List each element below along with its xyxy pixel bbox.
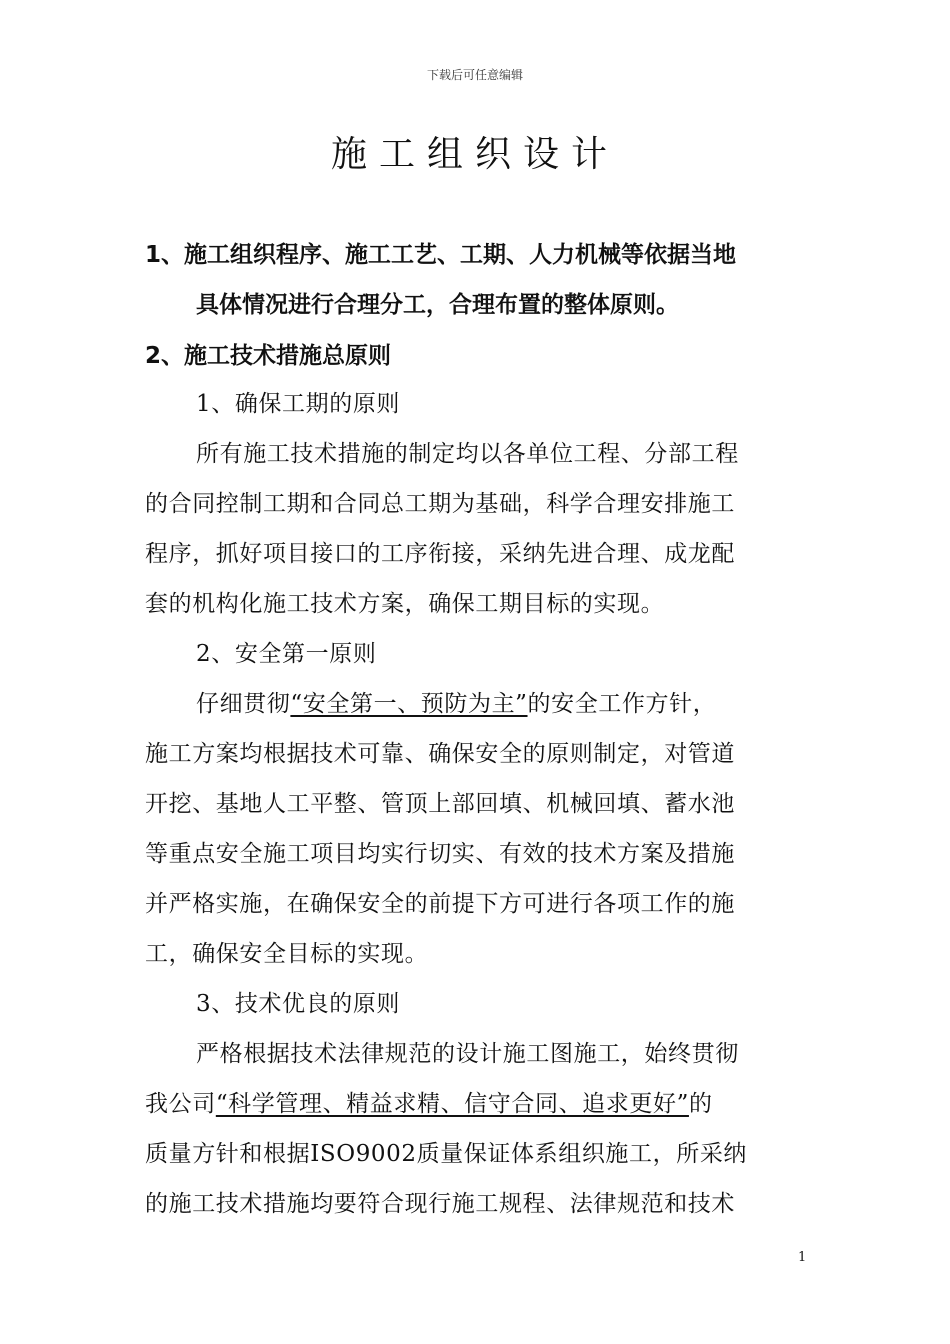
document-title: 施工组织设计 bbox=[330, 134, 619, 175]
section-3-line-1: 严格根据技术法律规范的设计施工图施工，始终贯彻 bbox=[196, 1041, 739, 1067]
quality-policy-quote: “科学管理、精益求精、信守合同、追求更好” bbox=[215, 1091, 689, 1117]
section-3-heading: 3、技术优良的原则 bbox=[196, 991, 401, 1017]
section-2-heading: 2、安全第一原则 bbox=[196, 641, 377, 667]
section-3-line: 的施工技术措施均要符合现行施工规程、法律规范和技术 bbox=[145, 1191, 735, 1217]
section-1-line: 的合同控制工期和合同总工期为基础，科学合理安排施工 bbox=[145, 491, 735, 517]
section-2-line-1 bbox=[196, 685, 716, 718]
heading-1-line-2: 具体情况进行合理分工，合理布置的整体原则。 bbox=[196, 292, 679, 318]
section-3-line: 质量方针和根据ISO9002质量保证体系组织施工，所采纳 bbox=[145, 1141, 748, 1167]
heading-2: 2、施工技术措施总原则 bbox=[145, 343, 392, 369]
section-2-line-1-pre: 仔细贯彻 bbox=[196, 691, 291, 717]
section-3-line-2-post: 的 bbox=[688, 1091, 713, 1117]
section-1-line: 所有施工技术措施的制定均以各单位工程、分部工程 bbox=[196, 441, 739, 467]
section-2-line: 施工方案均根据技术可靠、确保安全的原则制定，对管道 bbox=[145, 741, 735, 767]
section-2-line-1-post: 的安全工作方针， bbox=[527, 691, 717, 717]
safety-policy-quote: “安全第一、预防为主” bbox=[290, 691, 528, 717]
heading-1-line-1: 1、施工组织程序、施工工艺、工期、人力机械等依据当地 bbox=[145, 242, 737, 268]
section-1-line: 程序，抓好项目接口的工序衔接，采纳先进合理、成龙配 bbox=[145, 541, 735, 567]
section-2-line: 工，确保安全目标的实现。 bbox=[145, 941, 429, 967]
section-2-line: 并严格实施，在确保安全的前提下方可进行各项工作的施 bbox=[145, 891, 735, 917]
section-3-line-2-pre: 我公司 bbox=[145, 1091, 216, 1117]
section-3-line-2 bbox=[145, 1085, 713, 1118]
header-note: 下载后可任意编辑 bbox=[426, 68, 523, 82]
section-1-line: 套的机构化施工技术方案，确保工期目标的实现。 bbox=[145, 591, 665, 617]
section-1-heading: 1、确保工期的原则 bbox=[196, 391, 401, 417]
section-2-line: 开挖、基地人工平整、管顶上部回填、机械回填、蓄水池 bbox=[145, 791, 735, 817]
section-2-line: 等重点安全施工项目均实行切实、有效的技术方案及措施 bbox=[145, 841, 735, 867]
page-number: 1 bbox=[798, 1250, 807, 1265]
